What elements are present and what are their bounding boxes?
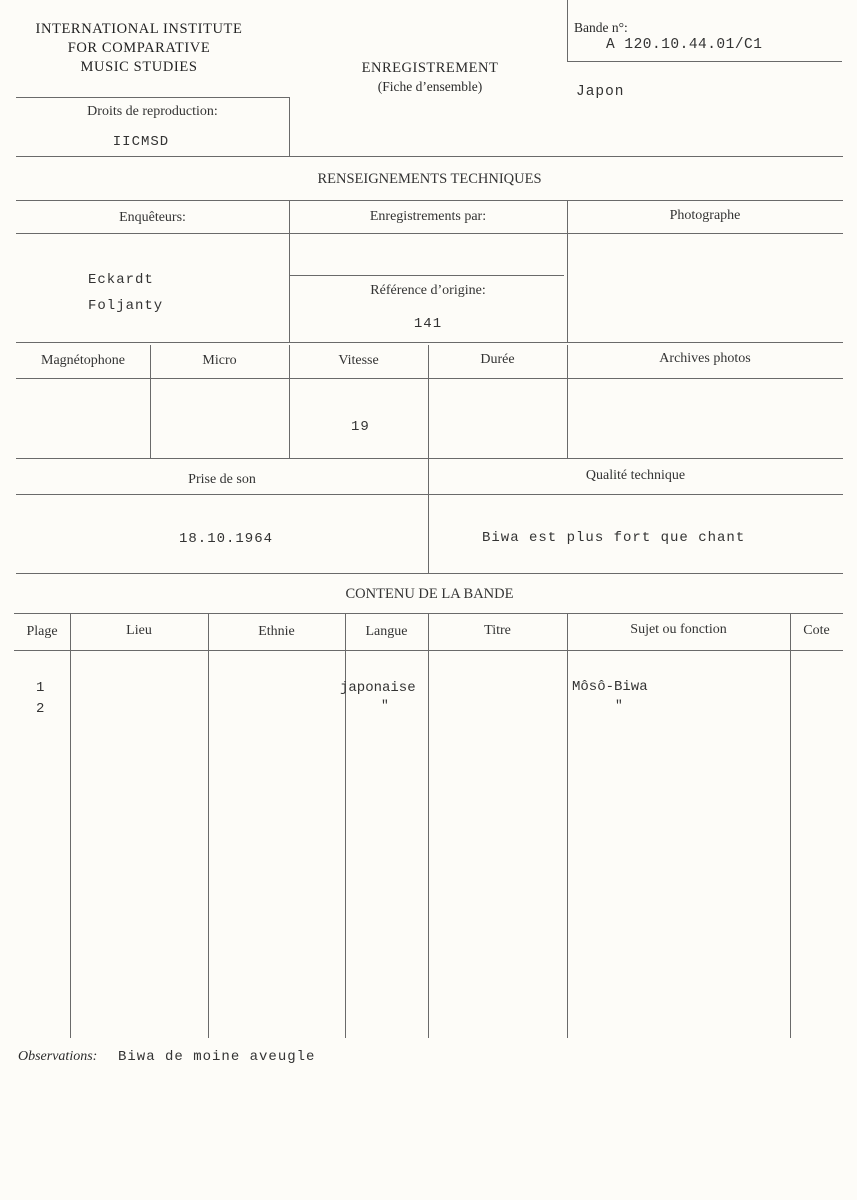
recordings-by-label: Enregistrements par:: [369, 209, 487, 224]
micro-label: Micro: [202, 353, 237, 368]
institute-line-1: INTERNATIONAL INSTITUTE: [35, 21, 243, 37]
contents-top-border: [16, 573, 843, 574]
col-header-plage: Plage: [26, 624, 58, 639]
tape-box-left-border: [567, 0, 568, 62]
col-header-lieu: Lieu: [126, 623, 152, 638]
photographer-label: Photographe: [669, 208, 741, 223]
rights-value: IICMSD: [112, 134, 170, 150]
institute-line-2: FOR COMPARATIVE: [67, 40, 211, 56]
recording-header-bottom-border: [16, 494, 843, 495]
contents-section-title: CONTENU DE LA BANDE: [345, 586, 514, 602]
speed-value: 19: [351, 419, 370, 435]
origin-ref-value: 141: [413, 316, 443, 332]
tape-number-value: A 120.10.44.01/C1: [606, 37, 763, 53]
col-header-ethnie: Ethnie: [258, 624, 295, 639]
institute-name: [14, 20, 264, 77]
tape-box-bottom-border: [567, 61, 842, 62]
recording-date-label: Prise de son: [188, 472, 256, 487]
investigators-label: Enquêteurs:: [119, 210, 186, 225]
rights-box-right-border: [289, 97, 290, 157]
contents-col-divider-2: [208, 614, 209, 1038]
observations-value: Biwa de moine aveugle: [118, 1049, 316, 1065]
duration-label: Durée: [480, 352, 515, 367]
investigator-1: Eckardt: [88, 272, 154, 288]
row-2-plage: 2: [36, 701, 45, 717]
technical-top-border: [16, 156, 843, 157]
country-value: Japon: [576, 84, 625, 100]
tech-header-bottom-border: [16, 233, 843, 234]
technical-section-title: RENSEIGNEMENTS TECHNIQUES: [317, 171, 542, 187]
form-title: ENREGISTREMENT: [361, 60, 499, 76]
row-1-sujet: Môsô-Biwa: [572, 679, 648, 695]
col-header-sujet: Sujet ou fonction: [630, 622, 727, 637]
photo-archives-label: Archives photos: [659, 351, 751, 366]
observations-label: Observations:: [18, 1049, 98, 1064]
technical-title-bottom-border: [16, 200, 843, 201]
contents-col-divider-4: [428, 614, 429, 1038]
speed-label: Vitesse: [338, 353, 379, 368]
contents-header-bottom-border: [14, 650, 843, 651]
tape-number-label: Bande n°:: [574, 20, 628, 35]
recording-top-border: [16, 458, 843, 459]
equipment-top-border: [16, 342, 843, 343]
contents-col-divider-1: [70, 614, 71, 1038]
row-2-langue: ": [381, 698, 389, 713]
quality-value: Biwa est plus fort que chant: [482, 530, 746, 546]
contents-col-divider-3: [345, 614, 346, 1038]
rights-label: Droits de reproduction:: [87, 104, 218, 119]
row-2-sujet: ": [615, 698, 623, 713]
rights-box-top-border: [16, 97, 290, 98]
contents-col-divider-5: [567, 614, 568, 1038]
form-subtitle: (Fiche d’ensemble): [377, 79, 483, 94]
quality-label: Qualité technique: [585, 468, 686, 483]
institute-line-3: MUSIC STUDIES: [80, 59, 198, 75]
row-1-plage: 1: [36, 680, 45, 696]
investigator-2: Foljanty: [88, 298, 164, 314]
row-1-langue: japonaise: [340, 680, 416, 696]
col-header-cote: Cote: [803, 623, 830, 638]
col-header-langue: Langue: [365, 624, 408, 639]
col-header-titre: Titre: [484, 623, 511, 638]
origin-ref-label: Référence d’origine:: [370, 283, 486, 298]
equipment-header-bottom-border: [16, 378, 843, 379]
contents-col-divider-6: [790, 614, 791, 1038]
origin-ref-top-border: [290, 275, 564, 276]
recording-date-value: 18.10.1964: [179, 531, 274, 547]
tape-recorder-label: Magnétophone: [41, 353, 125, 368]
